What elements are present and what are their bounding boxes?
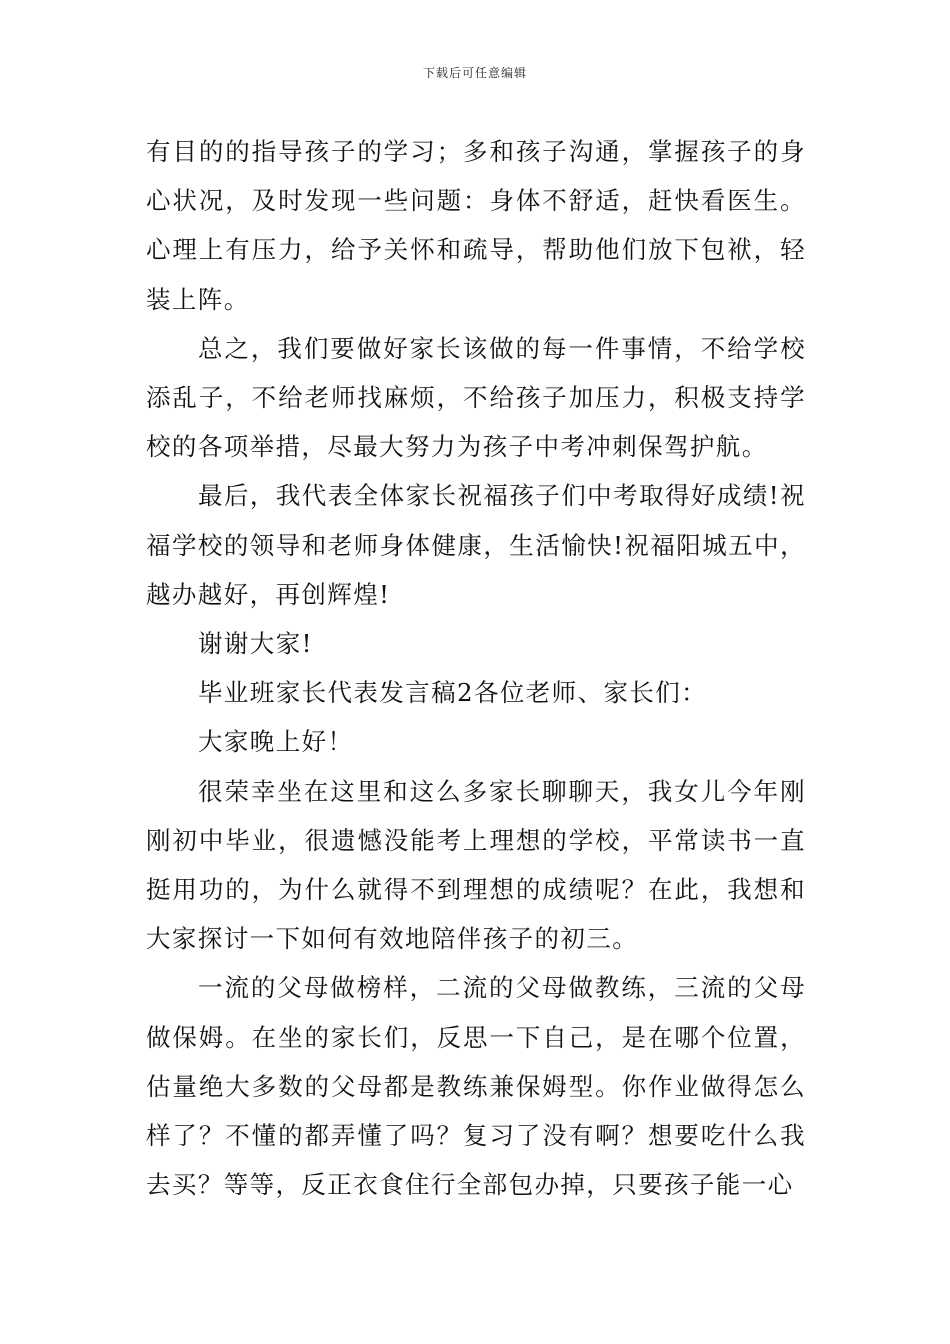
paragraph-1: 有目的的指导孩子的学习；多和孩子沟通，掌握孩子的身心状况，及时发现一些问题：身体不舒适，赶快看医生。心理上有压力，给予关怀和疏导，帮助他们放下包袱，轻装上阵。 xyxy=(146,137,806,314)
paragraph-5: 毕业班家长代表发言稿2各位老师、家长们： xyxy=(198,678,708,708)
document-body xyxy=(146,127,806,1209)
paragraph-6: 大家晚上好！ xyxy=(198,727,354,757)
paragraph-7: 很荣幸坐在这里和这么多家长聊聊天，我女儿今年刚刚初中毕业，很遗憾没能考上理想的学校，平常读书一直挺用功的，为什么就得不到理想的成绩呢？在此，我想和大家探讨一下如何有效地陪伴孩子的初三。 xyxy=(146,776,806,954)
paragraph-2: 总之，我们要做好家长该做的每一件事情，不给学校添乱子，不给老师找麻烦，不给孩子加压力，积极支持学校的各项举措，尽最大努力为孩子中考冲刺保驾护航。 xyxy=(146,333,806,462)
paragraph-4: 谢谢大家! xyxy=(198,629,313,659)
paragraph-3: 最后，我代表全体家长祝福孩子们中考取得好成绩!祝福学校的领导和老师身体健康，生活愉快!祝福阳城五中，越办越好，再创辉煌! xyxy=(146,481,806,609)
page-header-note: 下载后可任意编辑 xyxy=(422,66,527,80)
paragraph-8: 一流的父母做榜样，二流的父母做教练，三流的父母做保姆。在坐的家长们，反思一下自己，是在哪个位置，估量绝大多数的父母都是教练兼保姆型。你作业做得怎么样了？不懂的都弄懂了吗？复习了没有啊？想要吃什么我去买？等等，反正衣食住行全部包办掉，只要孩子能一心 xyxy=(146,973,806,1200)
